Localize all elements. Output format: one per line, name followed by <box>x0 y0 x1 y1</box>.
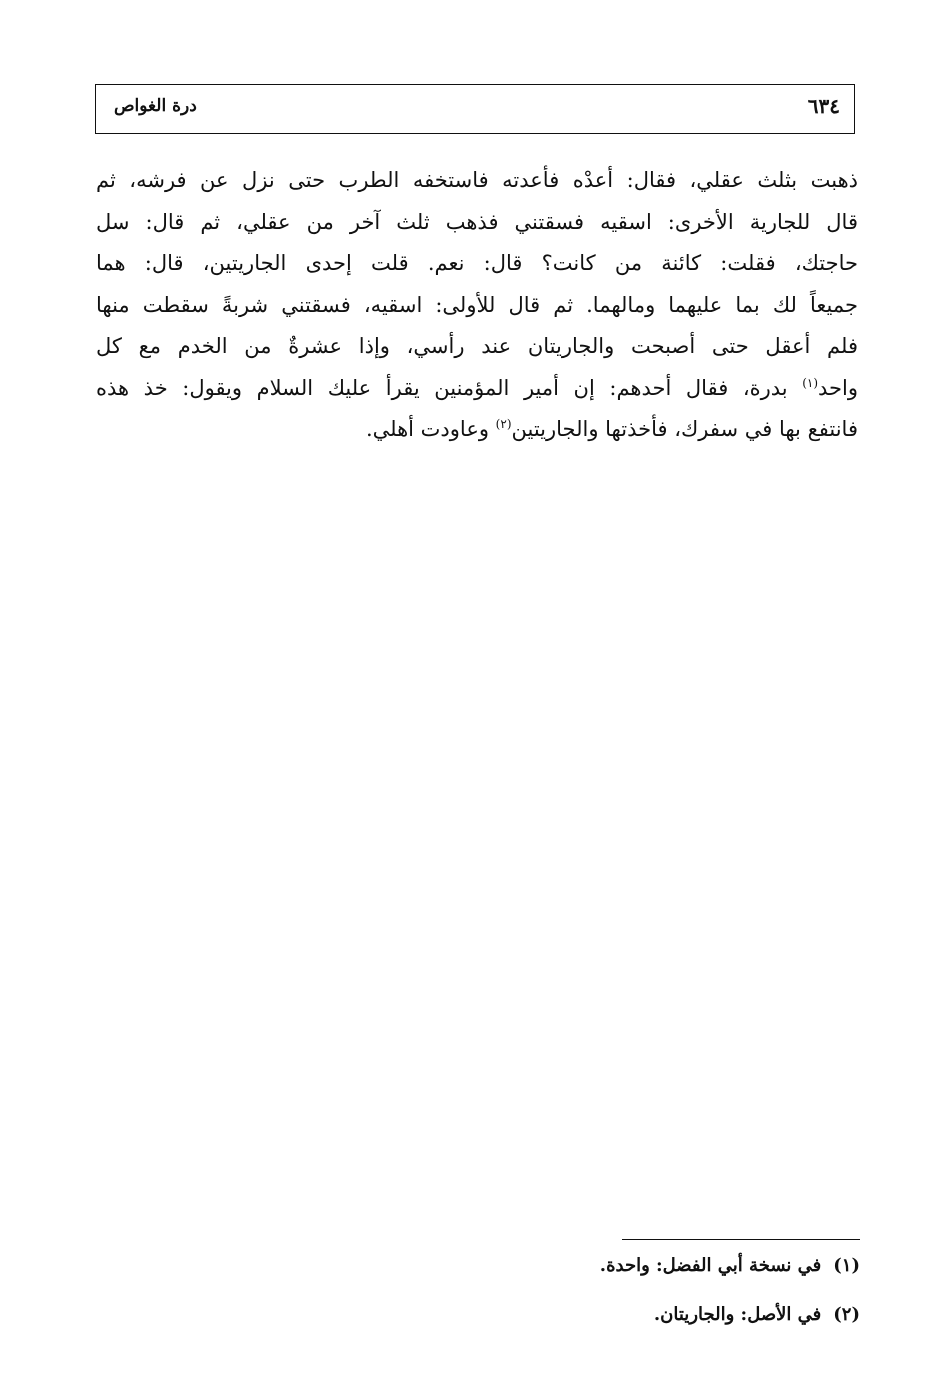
main-text <box>96 160 858 451</box>
footnote-number: (٢) <box>833 1304 860 1325</box>
footnote-number: (١) <box>833 1255 860 1276</box>
footnote-2 <box>300 1301 860 1329</box>
footnote-text: في الأصل: والجاريتان. <box>653 1304 822 1325</box>
text-line: جميعاً لك بما عليهما ومالهما. ثم قال للأولى: اسقيه، فسقتني شربةً سقطت منها <box>96 292 858 317</box>
footnote-separator <box>622 1239 860 1240</box>
text-segment: بدرة، فقال أحدهم: إن أمير المؤمنين يقرأ عليك السلام ويقول: خذ هذه <box>96 375 803 400</box>
page-number: ٦٣٤ <box>807 94 840 118</box>
footnote-marker-2: (٢) <box>495 417 512 431</box>
text-line <box>96 368 858 410</box>
text-line: فلم أعقل حتى أصبحت والجاريتان عند رأسي، وإذا عشرةٌ من الخدم مع كل <box>96 334 858 358</box>
text-line: ذهبت بثلث عقلي، فقال: أعدْه فأعدته فاستخفه الطرب حتى نزل عن فرشه، ثم <box>96 168 858 192</box>
text-segment: وعاودت أهلي. <box>365 417 496 441</box>
book-title: درة الغواص <box>114 96 197 116</box>
text-line <box>96 409 858 451</box>
footnote-1 <box>300 1252 860 1280</box>
text-segment: واحد <box>818 375 858 400</box>
text-line: حاجتك، فقلت: كائنة من كانت؟ قال: نعم. قلت إحدى الجاريتين، قال: هما <box>96 251 858 275</box>
text-segment: فانتفع بها في سفرك، فأخذتها والجاريتين <box>511 417 858 441</box>
running-header <box>95 84 855 134</box>
text-line: قال للجارية الأخرى: اسقيه فسقتني فذهب ثلث آخر من عقلي، ثم قال: سل <box>96 209 858 234</box>
footnotes <box>300 1252 860 1350</box>
footnote-marker-1: (١) <box>802 375 819 390</box>
footnote-text: في نسخة أبي الفضل: واحدة. <box>599 1255 822 1276</box>
